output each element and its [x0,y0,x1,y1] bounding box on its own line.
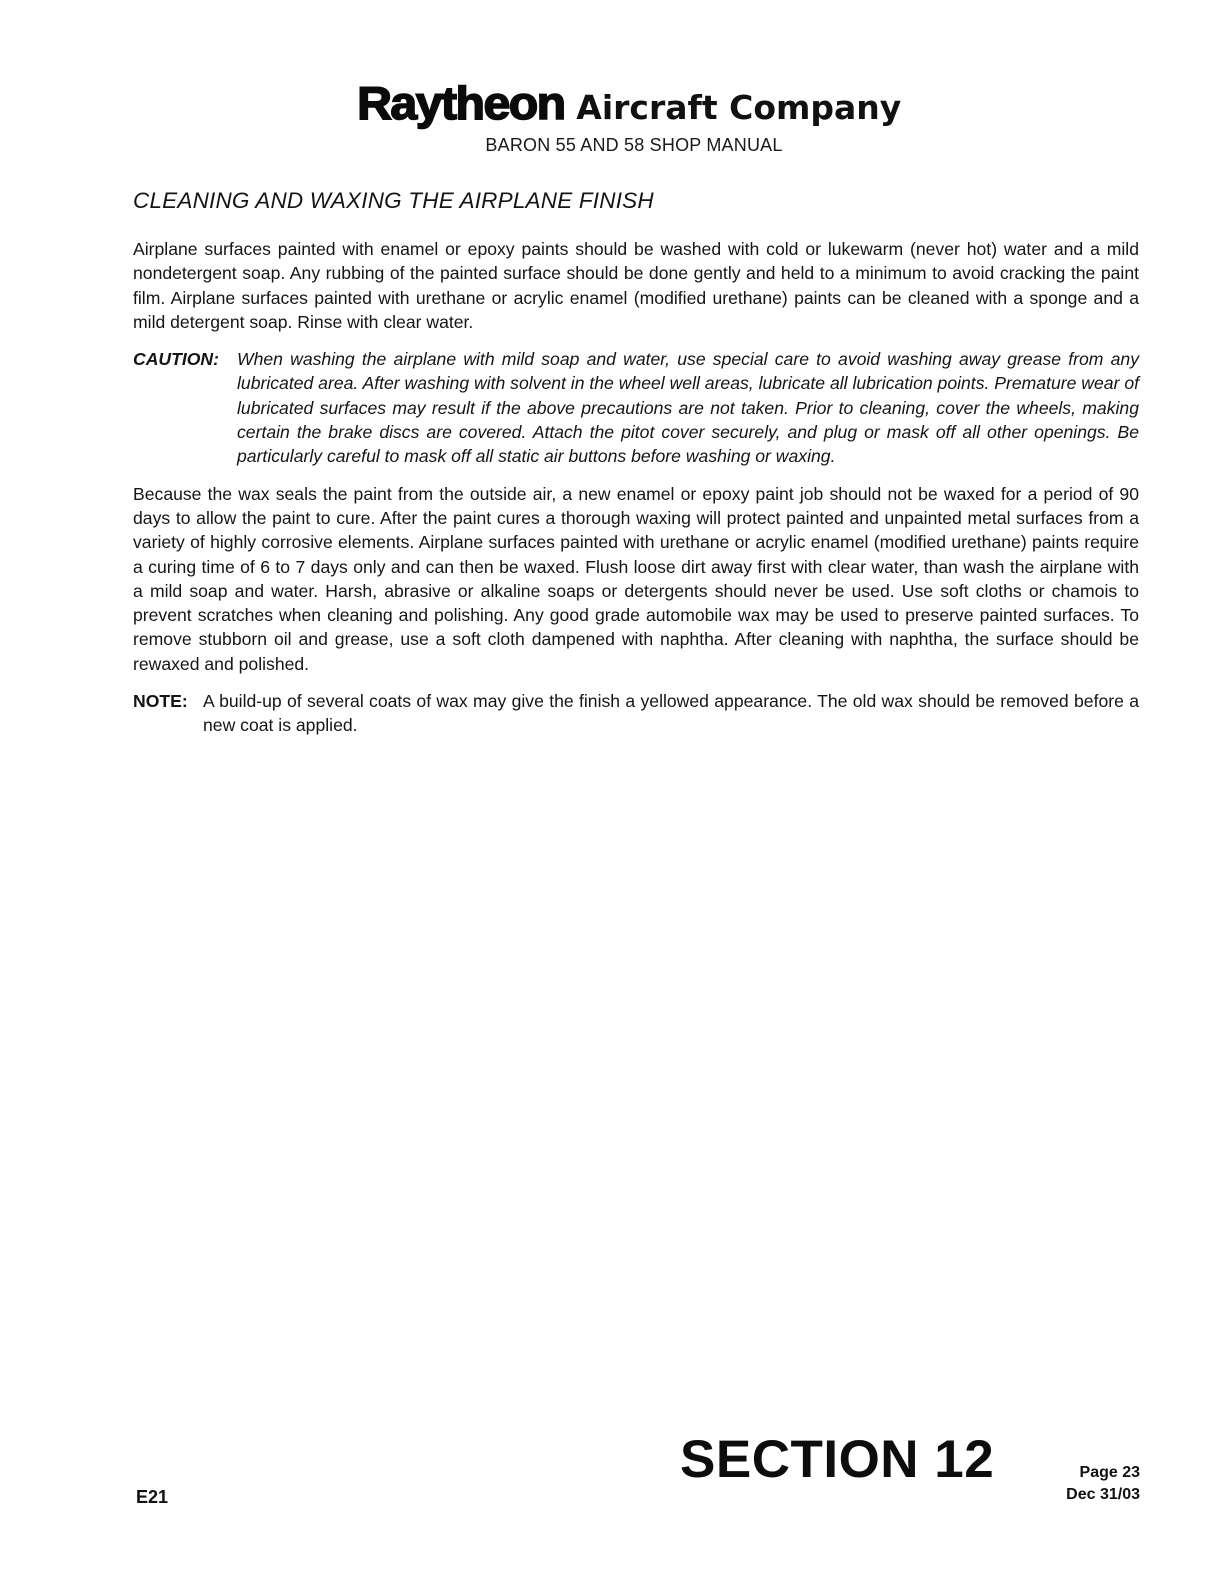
manual-title: BARON 55 AND 58 SHOP MANUAL [485,135,783,155]
footer-code: E21 [136,1487,169,1507]
note-block [133,689,1139,738]
paragraph-waxing: Because the wax seals the paint from the outside air, a new enamel or epoxy paint job should not be waxed for a period of 90 days to allow the paint to cure. After the paint cures a thorough waxing will protect painted and unpainted metal surfaces from a variety of highly corrosive elements. Airplane surfaces painted with urethane or acrylic enamel (modified urethane) paints require a curing time of 6 to 7 days only and can then be waxed. Flush loose dirt away first with clear water, than wash the airplane with a mild soap and water. Harsh, abrasive or alkaline soaps or detergents should never be used. Use soft cloths or chamois to prevent scratches when cleaning and polishing. Any good grade automobile wax may be used to preserve painted surfaces. To remove stubborn oil and grease, use a soft cloth dampened with naphtha. After cleaning with naphtha, the surface should be rewaxed and polished. [133,483,1139,674]
raytheon-logo: Raytheon [356,77,565,129]
page-content [133,188,1139,751]
caution-text: When washing the airplane with mild soap and water, use special care to avoid washing away grease from any lubricated area. After washing with solvent in the wheel well areas, lubricate all lubrication points. Premature wear of lubricated surfaces may result if the above precautions are not taken. Prior to cleaning, cover the wheels, making certain the brake discs are covered. Attach the pitot cover securely, and plug or mask off all other openings. Be particularly careful to mask off all static air buttons before washing or waxing. [237,349,1139,467]
page-number: Page 23 [1079,1464,1140,1481]
footer-page-info [1066,1462,1140,1506]
brand-line [24,77,1220,129]
note-text: A build-up of several coats of wax may give the finish a yellowed appearance. The old wax should be removed before a new coat is applied. [203,691,1139,736]
section-heading: CLEANING AND WAXING THE AIRPLANE FINISH [133,188,654,213]
page-header [0,77,1220,156]
footer-section-label: SECTION 12 [680,1430,995,1489]
revision-date: Dec 31/03 [1066,1486,1140,1503]
caution-label: CAUTION: [133,349,220,370]
brand-company-name: Aircraft Company [576,88,902,127]
caution-block [133,347,1139,468]
paragraph-washing: Airplane surfaces painted with enamel or epoxy paints should be washed with cold or lukewarm (never hot) water and a mild nondetergent soap. Any rubbing of the painted surface should be done gently and held to a minimum to avoid cracking the paint film. Airplane surfaces painted with urethane or acrylic enamel (modified urethane) paints can be cleaned with a sponge and a mild detergent soap. Rinse with clear water. [133,239,1139,332]
note-label: NOTE: [133,691,188,712]
